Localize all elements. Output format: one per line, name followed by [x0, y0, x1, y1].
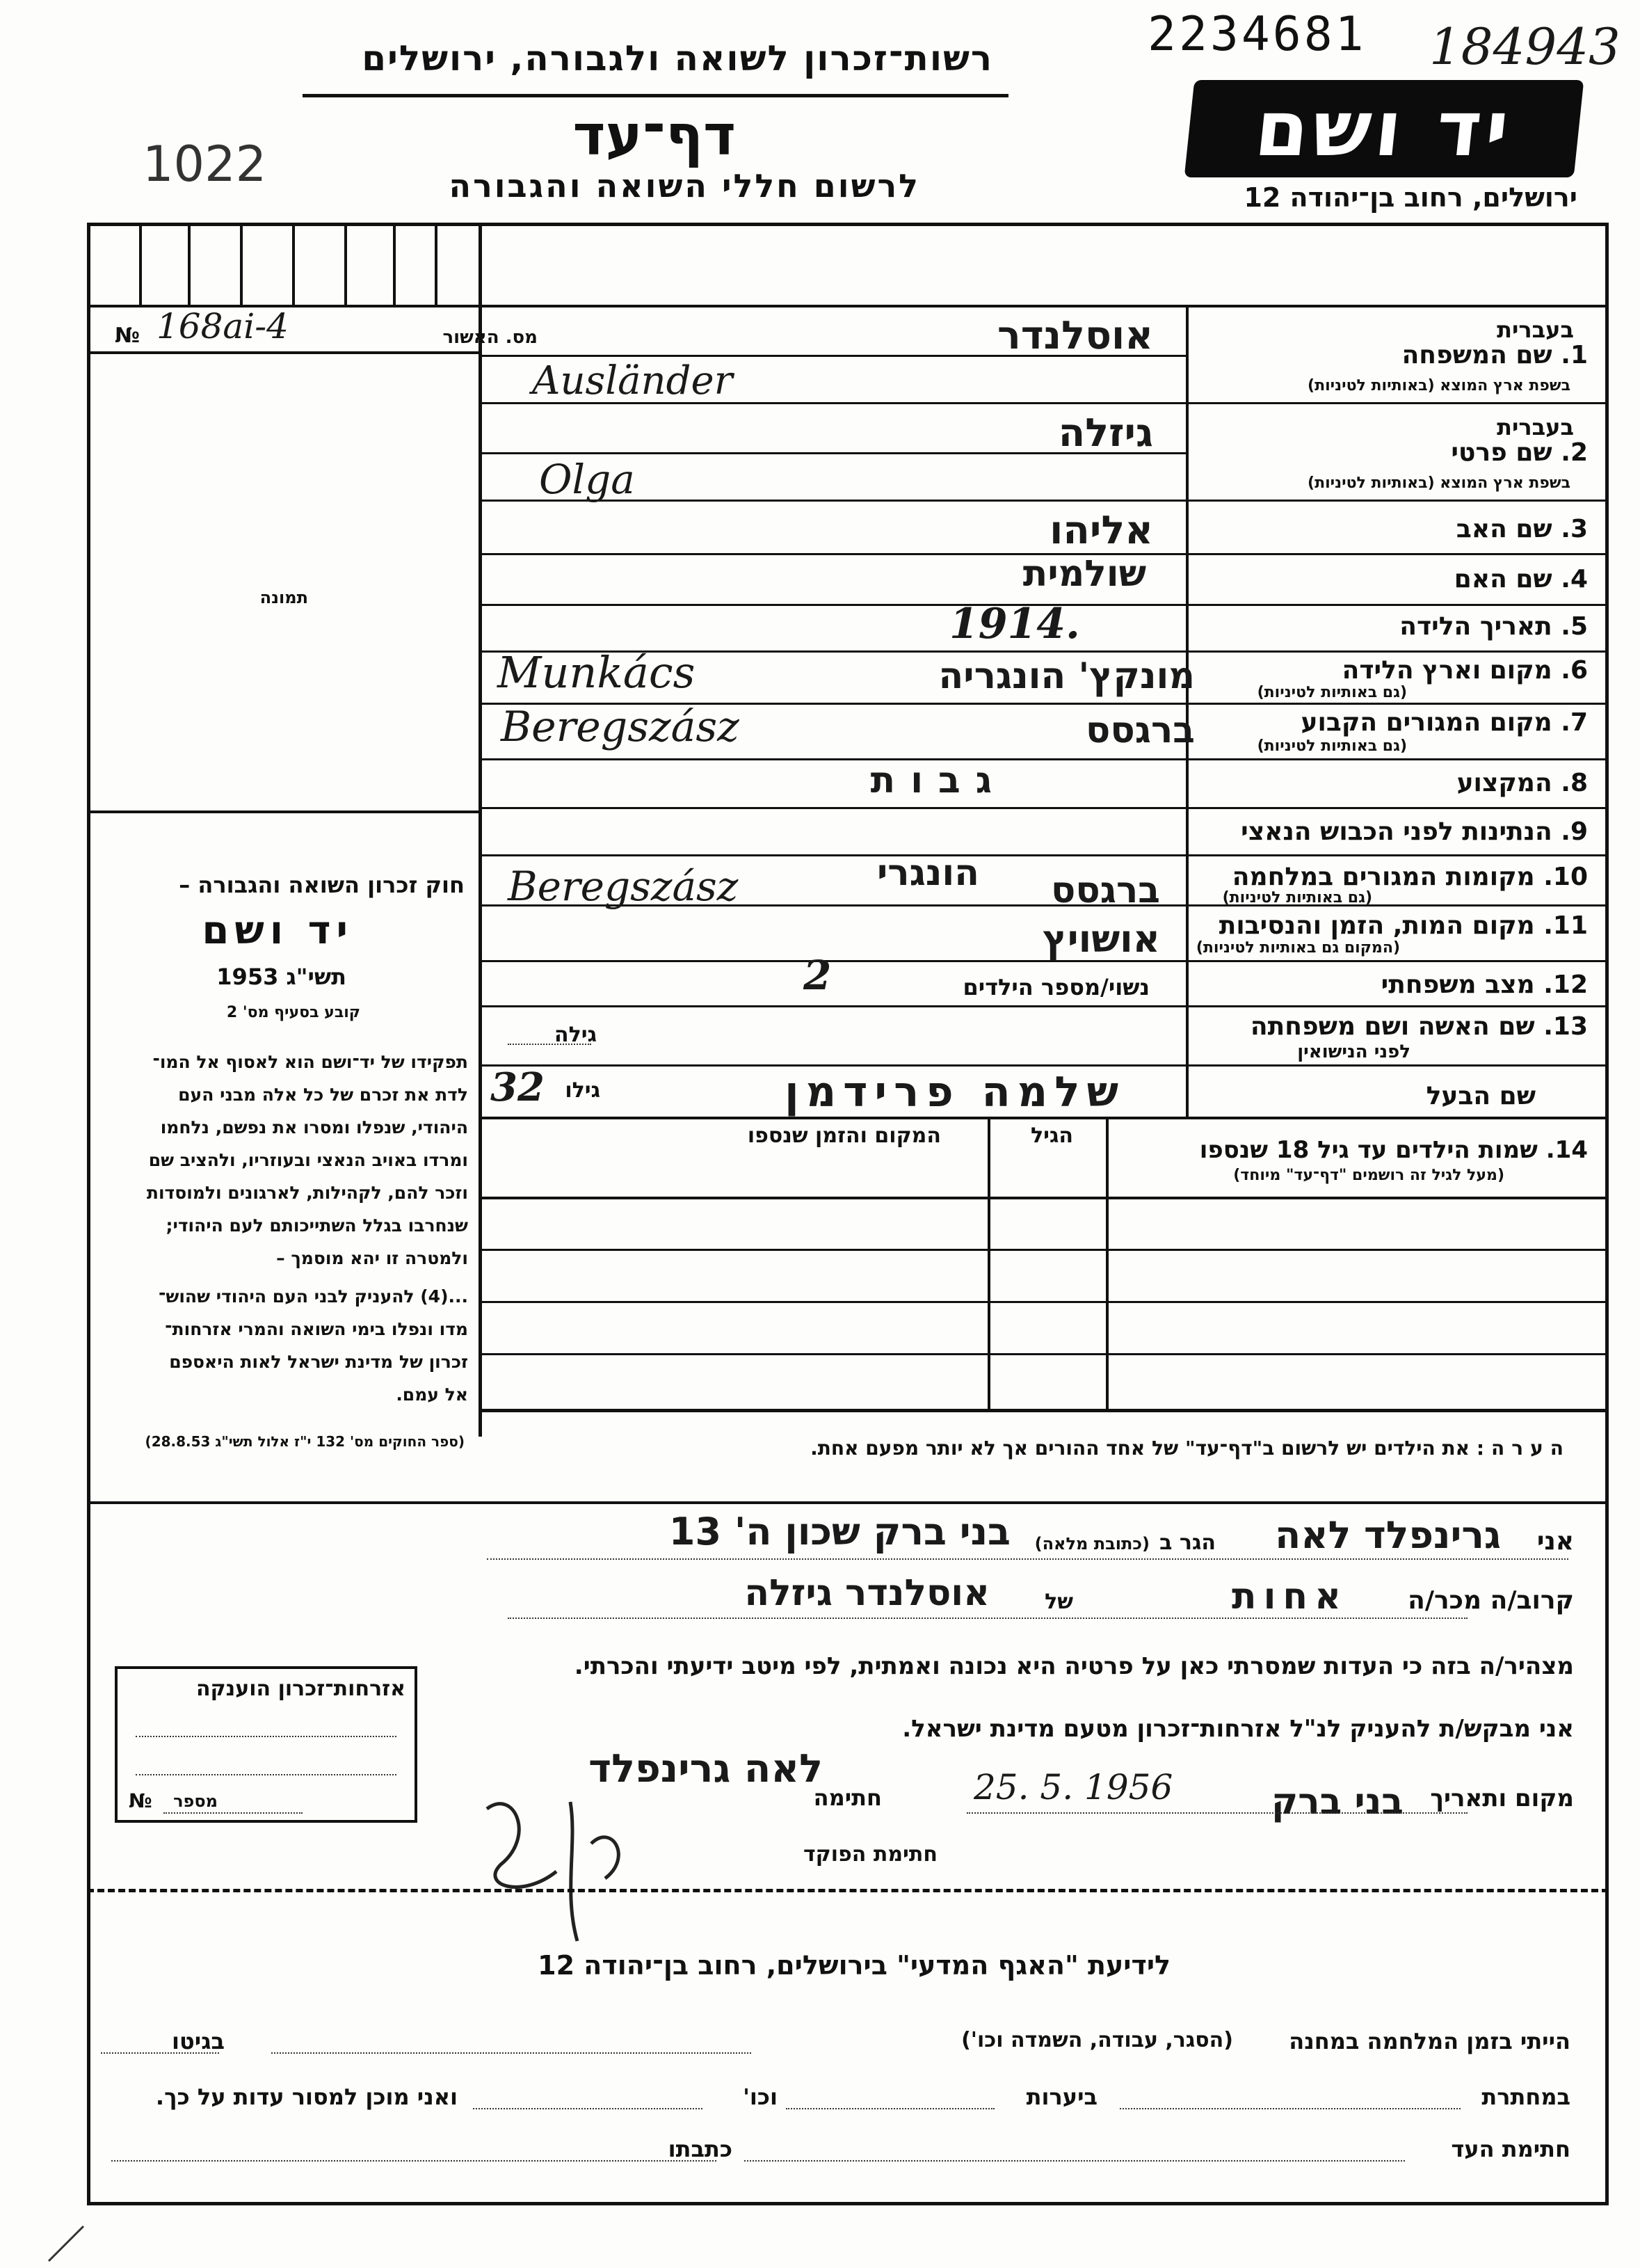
footer-address-label: כתבתו — [668, 2136, 732, 2162]
field-1-latin-value[interactable]: Ausländer — [532, 358, 733, 404]
approval-number-label: מס. האשור — [442, 327, 538, 348]
footer-testimony-label: ואני מוכן למסור עדות על כך. — [155, 2084, 458, 2110]
field-9-name: הנתינות לפני הכבוש הנאצי — [1241, 817, 1552, 846]
decl-name-line — [487, 1558, 1568, 1560]
field-12-label — [1381, 971, 1588, 999]
husband-age-value[interactable]: 32 — [490, 1064, 545, 1110]
field-7-latin-value[interactable]: Beregszász — [501, 703, 739, 751]
top-left-mark: 1022 — [143, 136, 267, 193]
field-4-number: 4. — [1561, 565, 1588, 593]
children-col-divider-2 — [988, 1118, 990, 1410]
authority-underline — [303, 94, 1008, 97]
field-8-label — [1457, 769, 1588, 797]
yad-vashem-logo — [1184, 80, 1584, 177]
law-line: אל עמם. — [396, 1384, 468, 1405]
children-place-header: המקום והזמן שנספו — [747, 1124, 941, 1148]
decl-place-value[interactable]: בני ברק — [1271, 1781, 1404, 1823]
field-4-name: שם האם — [1454, 565, 1552, 593]
logo-text: יד ושם — [1251, 84, 1518, 173]
law-year: תשי"ג 1953 — [216, 964, 346, 990]
law-line: תפקידו של יד־ושם הוא לאסוף אל המו־ — [152, 1052, 468, 1072]
document-title: דף־עד — [572, 103, 736, 168]
children-label — [1200, 1136, 1588, 1164]
law-reference: (ספר החוקים מס' 132 י"ז אלול תשי"ג 28.8.53) — [145, 1433, 465, 1450]
field-5-number: 5. — [1561, 612, 1588, 641]
field-2-label — [1451, 438, 1588, 467]
note-line — [810, 1437, 1570, 1460]
field-2-name: שם פרטי — [1451, 438, 1552, 467]
field-13-label — [1251, 1012, 1588, 1041]
footer-witness-signature-label: חתימת העד — [1451, 2136, 1570, 2162]
law-line: שנחרבו בגלל השתייכותם לעם היהודי; — [166, 1215, 468, 1236]
husband-age-label: גילו — [565, 1078, 600, 1103]
footer-underground-line — [1120, 2108, 1461, 2109]
decl-signature-label: חתימה — [813, 1784, 882, 1811]
decl-i-am: אני — [1536, 1527, 1574, 1556]
decl-signature-value[interactable]: לאה גרינפלד — [588, 1746, 823, 1791]
note-label: הערה: — [1476, 1437, 1570, 1460]
field-13-age-line — [508, 1044, 591, 1045]
footer-camp-line — [271, 2052, 751, 2054]
approval-number-value: 168ai-4 — [156, 306, 289, 346]
address: ירושלים, רחוב בן־יהודה 12 — [1244, 182, 1577, 213]
children-title: שמות הילדים עד גיל 18 שנספו — [1199, 1136, 1538, 1164]
children-col-divider-1 — [1106, 1118, 1109, 1410]
decl-place-date-label: מקום ותאריך — [1430, 1784, 1574, 1812]
field-5-name: תאריך הלידה — [1399, 612, 1552, 641]
field-8-name: המקצוע — [1456, 769, 1552, 797]
top-strip-line — [87, 305, 1609, 308]
field-5-label — [1399, 612, 1588, 641]
decl-address-value[interactable]: בני ברק שכון ה' 13 — [668, 1510, 1011, 1554]
field-6-label — [1342, 656, 1588, 685]
field-2-number: 2. — [1561, 438, 1588, 467]
field-12-number: 12. — [1543, 971, 1588, 999]
footer-separator — [87, 1889, 1609, 1892]
husband-name-value[interactable]: שלמה פרידמן — [785, 1068, 1125, 1117]
footer-ghetto-label: בגיטו — [172, 2028, 225, 2054]
field-7-name: מקום המגורים הקבוע — [1301, 708, 1552, 737]
footer-etc-line — [473, 2108, 702, 2109]
footer-forests-label: ביערות — [1026, 2084, 1098, 2110]
decl-relative: קרוב/ה מכר/ה — [1408, 1586, 1574, 1615]
field-7-hebrew-value[interactable]: ברגסס — [1086, 710, 1195, 751]
photo-line — [87, 810, 480, 813]
law-line: מדו ונפלו בימי השואה והמרי אזרחות־ — [165, 1319, 468, 1339]
field-13-number: 13. — [1543, 1012, 1588, 1041]
field-10-latin-value[interactable]: Beregszász — [508, 863, 739, 910]
field-11-number: 11. — [1543, 911, 1588, 940]
note-text: את הילדים יש לרשום ב"דף־עד" של אחד ההורים אך לא יותר מפעם אחת. — [810, 1437, 1470, 1460]
field-7-label — [1301, 708, 1588, 737]
law-line: ומרדו באויב הנאצי ובעוזריו, ולהציב שם — [148, 1150, 468, 1170]
footer-underground-label: במחתרת — [1481, 2084, 1570, 2110]
approval-number-mark: № — [115, 324, 140, 348]
field-13-age-label: גילה — [554, 1023, 597, 1047]
field-2-sub: בשפת ארץ המוצא (באותיות לטיניות) — [1308, 474, 1570, 492]
field-3-label — [1456, 515, 1588, 543]
field-9-value[interactable]: הונגרי — [877, 852, 979, 894]
decl-relation-value[interactable]: אחות — [1232, 1576, 1348, 1618]
law-text-block — [147, 1046, 468, 1275]
children-age-header: הגיל — [1031, 1124, 1073, 1148]
decl-request: אני מבקש/ת להעניק לנ"ל אזרחות־זכרון מטעם מדינת ישראל. — [902, 1715, 1574, 1743]
left-column-divider — [479, 223, 482, 1437]
field-1-label — [1402, 341, 1588, 369]
field-1-hebrew-value[interactable]: אוסלנדר — [997, 313, 1153, 358]
footer-witness-signature-line — [744, 2160, 1405, 2162]
document-subtitle: לרשום חללי השואה והגבורה — [449, 167, 920, 205]
certificate-number-line — [163, 1812, 303, 1814]
field-10-label — [1232, 863, 1588, 891]
law-text-block-2 — [159, 1280, 468, 1411]
field-12-name: מצב משפחתי — [1381, 971, 1535, 999]
footer-ghetto-line — [101, 2052, 219, 2054]
field-1-tag: בעברית — [1497, 317, 1574, 343]
decl-relative-line — [508, 1618, 1468, 1619]
certificate-number-label: מספר — [173, 1791, 218, 1811]
decl-statement: מצהיר/ה בזה כי העדות שמסרתי כאן על פרטיה היא נכונה ואמתית, לפי מיטב ידיעתי והכרתי. — [574, 1652, 1574, 1680]
authority-title: רשות־זכרון לשואה ולגבורה, ירושלים — [362, 38, 993, 79]
field-13-sub: לפני הנישואין — [1297, 1041, 1410, 1062]
law-line: וזכר להם, לקהילות, לארגונים ולמוסדות — [146, 1183, 468, 1203]
field-10-hebrew-value[interactable]: ברגסס — [1051, 870, 1160, 911]
field-4-label — [1454, 565, 1588, 593]
photo-label: תמונה — [259, 588, 308, 607]
stamp-number: 2234681 — [1148, 7, 1367, 62]
certificate-number-mark: № — [129, 1789, 152, 1812]
field-11-value[interactable]: אושויץ — [1043, 917, 1160, 961]
decl-date-value[interactable]: 25. 5. 1956 — [974, 1767, 1173, 1807]
certificate-box-line-1 — [136, 1736, 396, 1737]
law-title: חוק זכרון השואה והגבורה – — [179, 872, 465, 898]
law-line: זכרון של מדינת ישראל לאות היאספם — [169, 1352, 468, 1372]
law-line: היהודי, שנפלו ומסרו את נפשם, נלחמו — [160, 1117, 468, 1137]
field-11-name: מקום המות, הזמן והנסיבות — [1219, 911, 1535, 940]
field-4-value[interactable]: שולמית — [1022, 553, 1146, 595]
field-8-value[interactable]: גבות — [870, 760, 1007, 801]
field-6-sub: (גם באותיות לטיניות) — [1257, 684, 1407, 701]
children-number: 14. — [1545, 1136, 1588, 1164]
children-sub: (מעל לגיל זה רושמים "דף־עד" מיוחד) — [1233, 1167, 1504, 1184]
field-11-label — [1219, 911, 1588, 940]
field-7-sub: (גם באותיות לטיניות) — [1257, 737, 1407, 755]
field-3-number: 3. — [1561, 515, 1588, 543]
field-8-number: 8. — [1561, 769, 1588, 797]
field-10-number: 10. — [1543, 863, 1588, 891]
officer-signature-label: חתימת הפוקד — [803, 1842, 938, 1867]
law-line: ולמטרה זו יהא מוסמך – — [276, 1248, 468, 1268]
hand-number: 184943 — [1429, 17, 1621, 76]
approval-line — [87, 351, 480, 354]
law-name: יד ושם — [202, 908, 353, 953]
footer-address-line — [111, 2160, 716, 2162]
field-5-value[interactable]: 1914. — [949, 600, 1080, 648]
decl-full-address: (כתובת מלאה) — [1034, 1534, 1150, 1554]
field-6-latin-value[interactable]: Munkács — [497, 647, 696, 698]
decl-place-line — [967, 1812, 1468, 1814]
field-3-name: שם האב — [1456, 515, 1552, 543]
field-12-children-value[interactable]: 2 — [803, 952, 832, 999]
field-1-sub: בשפת ארץ המוצא (באותיות לטיניות) — [1308, 377, 1570, 394]
field-9-label — [1241, 817, 1588, 846]
footer-forests-line — [786, 2108, 995, 2109]
field-1-number: 1. — [1561, 341, 1588, 369]
field-6-hebrew-value[interactable]: מונקץ' הונגריה — [938, 655, 1195, 697]
decl-name-value[interactable]: גרינפלד לאה — [1275, 1513, 1501, 1557]
footer-etc-label: וכו' — [743, 2084, 778, 2110]
field-10-sub: (גם באותיות לטיניות) — [1222, 889, 1372, 907]
law-line: ...(4) להעניק לבני העם היהודי שהוש־ — [158, 1286, 468, 1307]
field-2-tag: בעברית — [1497, 414, 1574, 440]
decl-resides: הגר ב — [1159, 1531, 1216, 1555]
note-bottom-line — [87, 1501, 1609, 1504]
footer-camp-types: (הסגר, עבודה, השמדה וכו') — [961, 2028, 1233, 2052]
field-2-hebrew-value[interactable]: גיזלה — [1058, 410, 1153, 456]
certificate-box-title: אזרחות־זכרון הוענקה — [195, 1677, 405, 1701]
field-11-sub: (המקום גם באותיות לטיניות) — [1196, 939, 1400, 957]
field-6-name: מקום וארץ הלידה — [1342, 656, 1552, 685]
field-13-name: שם האשה ושם משפחתה — [1250, 1012, 1535, 1041]
field-10-name: מקומות המגורים במלחמה — [1232, 863, 1535, 891]
field-2-latin-value[interactable]: Olga — [539, 456, 635, 503]
decl-of: של — [1045, 1590, 1073, 1614]
law-line: לדת את זכרם של כל אלה מבני העם — [178, 1085, 468, 1105]
husband-label: שם הבעל — [1426, 1082, 1536, 1110]
field-7-number: 7. — [1561, 708, 1588, 737]
children-header-line — [480, 1197, 1609, 1199]
field-6-number: 6. — [1561, 656, 1588, 685]
decl-of-value[interactable]: אוסלנדר גיזלה — [744, 1572, 990, 1614]
certificate-box-line-2 — [136, 1774, 396, 1775]
footer-title: לידיעת "האגף המדעי" בירושלים, רחוב בן־יהודה 12 — [538, 1950, 1171, 1981]
law-clause: קובע בסעיף מס' 2 — [226, 1004, 360, 1021]
field-1-name: שם המשפחה — [1401, 341, 1552, 369]
field-9-number: 9. — [1561, 817, 1588, 846]
officer-signature-scribble — [473, 1781, 654, 1962]
stray-mark — [42, 2212, 97, 2268]
footer-camp-label: הייתי בזמן המלחמה במחנה — [1289, 2028, 1570, 2054]
field-3-value[interactable]: אליהו — [1050, 508, 1153, 553]
field-12-children-label: נשוי/מספר הילדים — [963, 974, 1150, 1000]
